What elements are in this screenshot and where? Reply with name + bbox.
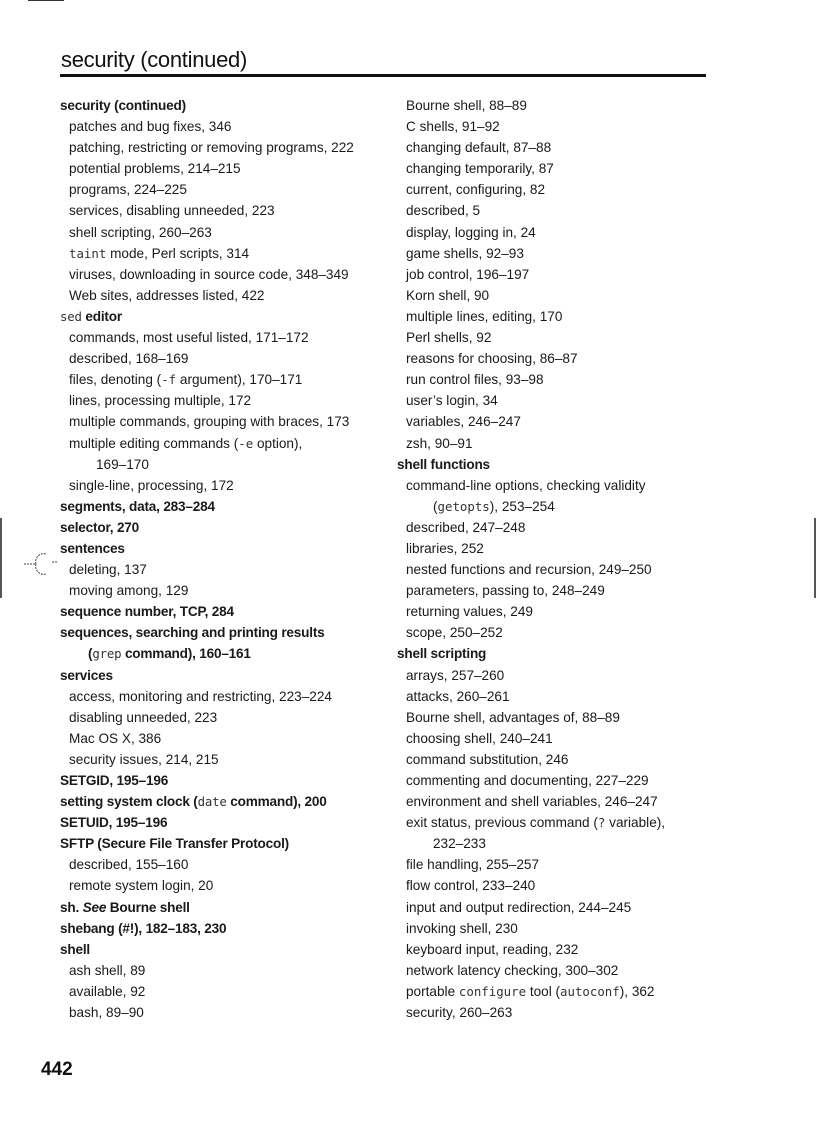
- index-subentry: [397, 622, 717, 643]
- entry-text: multiple editing commands (: [69, 435, 239, 451]
- index-heading: [60, 770, 380, 791]
- index-subentry: [60, 875, 380, 896]
- index-heading: [60, 791, 380, 812]
- page-number: 442: [41, 1059, 73, 1080]
- index-subentry: [60, 179, 380, 200]
- entry-text: patching, restricting or removing programs, 222: [69, 140, 354, 156]
- entry-text: network latency checking, 300–302: [406, 962, 619, 978]
- entry-text: moving among, 129: [69, 583, 189, 599]
- index-subentry: [397, 960, 717, 981]
- entry-text: shell functions: [397, 456, 490, 472]
- entry-text: viruses, downloading in source code, 348–349: [69, 266, 349, 282]
- index-heading: [60, 601, 380, 622]
- entry-code: -e: [238, 435, 254, 451]
- running-header: [60, 47, 706, 77]
- index-subentry: [397, 601, 717, 622]
- entry-text: run control files, 93–98: [406, 372, 544, 388]
- index-subentry: [397, 897, 717, 918]
- entry-text: editor: [81, 308, 122, 324]
- crop-mark-top: [28, 0, 64, 1]
- entry-text: display, logging in, 24: [406, 224, 536, 240]
- entry-text: parameters, passing to, 248–249: [406, 583, 605, 599]
- entry-text: described, 155–160: [69, 857, 189, 873]
- index-heading: [60, 918, 380, 939]
- index-heading: [60, 306, 380, 327]
- entry-text: deleting, 137: [69, 562, 147, 578]
- index-subentry: [397, 116, 717, 137]
- index-subentry: [397, 264, 717, 285]
- index-heading: [60, 643, 380, 664]
- index-subentry: [397, 665, 717, 686]
- index-subentry: [60, 981, 380, 1002]
- entry-text: nested functions and recursion, 249–250: [406, 562, 652, 578]
- index-subentry: [60, 158, 380, 179]
- entry-text: choosing shell, 240–241: [406, 730, 553, 746]
- entry-text: shell scripting, 260–263: [69, 224, 212, 240]
- entry-code: getopts: [437, 498, 490, 514]
- entry-text: Bourne shell, advantages of, 88–89: [406, 709, 620, 725]
- entry-text: security issues, 214, 215: [69, 751, 219, 767]
- index-subentry: [397, 306, 717, 327]
- index-subentry: [60, 137, 380, 158]
- index-subentry: [397, 686, 717, 707]
- index-subentry: [397, 137, 717, 158]
- index-subentry: [60, 433, 380, 454]
- entry-text: ash shell, 89: [69, 962, 146, 978]
- entry-code: autoconf: [560, 983, 620, 999]
- header-title: security (continued): [61, 47, 247, 72]
- entry-text: ), 362: [619, 983, 655, 999]
- entry-text: job control, 196–197: [406, 266, 530, 282]
- index-subentry: [397, 200, 717, 221]
- entry-text: programs, 224–225: [69, 182, 187, 198]
- index-subentry: [397, 285, 717, 306]
- entry-text: disabling unneeded, 223: [69, 709, 218, 725]
- index-subentry: [60, 454, 380, 475]
- entry-text: shebang (#!), 182–183, 230: [60, 920, 227, 936]
- entry-text: portable: [406, 983, 459, 999]
- index-heading: [60, 939, 380, 960]
- entry-text: zsh, 90–91: [406, 435, 473, 451]
- entry-text: SFTP (Secure File Transfer Protocol): [60, 836, 289, 852]
- entry-text: keyboard input, reading, 232: [406, 941, 579, 957]
- entry-text: files, denoting (: [69, 372, 162, 388]
- entry-text: services, disabling unneeded, 223: [69, 203, 275, 219]
- index-subentry: [397, 791, 717, 812]
- entry-text: game shells, 92–93: [406, 245, 524, 261]
- index-heading: [60, 622, 380, 643]
- index-subentry: [60, 749, 380, 770]
- index-subentry: [397, 517, 717, 538]
- entry-text: arrays, 257–260: [406, 667, 505, 683]
- index-heading: [60, 897, 380, 918]
- index-subentry: [397, 179, 717, 200]
- index-column-left: [60, 95, 380, 1023]
- index-subentry: [397, 875, 717, 896]
- index-subentry: [60, 222, 380, 243]
- index-heading: [397, 454, 717, 475]
- entry-text: file handling, 255–257: [406, 857, 540, 873]
- entry-text: flow control, 233–240: [406, 878, 536, 894]
- entry-text: sequence number, TCP, 284: [60, 604, 234, 620]
- index-subentry: [397, 939, 717, 960]
- index-subentry: [397, 559, 717, 580]
- entry-text: commands, most useful listed, 171–172: [69, 330, 309, 346]
- entry-text: sh.: [60, 899, 83, 915]
- entry-text: scope, 250–252: [406, 625, 503, 641]
- entry-text: ), 253–254: [489, 498, 555, 514]
- entry-text: 169–170: [96, 456, 149, 472]
- entry-text: access, monitoring and restricting, 223–224: [69, 688, 332, 704]
- index-subentry: [60, 348, 380, 369]
- entry-text: sequences, searching and printing results: [60, 625, 325, 641]
- entry-text: potential problems, 214–215: [69, 161, 241, 177]
- entry-code: -f: [161, 372, 177, 388]
- index-subentry: [397, 411, 717, 432]
- index-subentry: [60, 411, 380, 432]
- index-subentry: [60, 707, 380, 728]
- entry-text: Perl shells, 92: [406, 330, 492, 346]
- entry-text: multiple lines, editing, 170: [406, 308, 563, 324]
- entry-text: command), 200: [226, 794, 327, 810]
- entry-code: sed: [60, 308, 82, 324]
- index-subentry: [60, 854, 380, 875]
- entry-text: SETGID, 195–196: [60, 773, 169, 788]
- index-subentry: [60, 116, 380, 137]
- index-subentry: [397, 812, 717, 833]
- index-subentry: [397, 95, 717, 116]
- entry-text: C shells, 91–92: [406, 119, 500, 135]
- entry-text: services: [60, 667, 113, 683]
- index-subentry: [60, 243, 380, 264]
- index-subentry: [397, 981, 717, 1002]
- entry-text: shell: [60, 941, 90, 957]
- index-subentry: [397, 222, 717, 243]
- entry-code: configure: [458, 983, 527, 999]
- index-subentry: [397, 496, 717, 517]
- index-subentry: [397, 854, 717, 875]
- index-subentry: [397, 327, 717, 348]
- entry-text: variables, 246–247: [406, 414, 521, 430]
- entry-text: changing temporarily, 87: [406, 161, 554, 177]
- entry-text: bash, 89–90: [69, 1005, 144, 1021]
- entry-text: changing default, 87–88: [406, 140, 552, 156]
- entry-text: SETUID, 195–196: [60, 815, 168, 831]
- entry-text: reasons for choosing, 86–87: [406, 351, 578, 367]
- index-column-right: [397, 95, 717, 1023]
- index-subentry: [60, 285, 380, 306]
- entry-text: option),: [253, 435, 303, 451]
- entry-text: command substitution, 246: [406, 751, 569, 767]
- index-subentry: [397, 158, 717, 179]
- entry-text: described, 247–248: [406, 519, 526, 535]
- index-subentry: [397, 707, 717, 728]
- index-subentry: [397, 390, 717, 411]
- entry-text: mode, Perl scripts, 314: [106, 245, 250, 261]
- index-heading: [397, 643, 717, 664]
- index-heading: [60, 812, 380, 833]
- entry-code: taint: [69, 245, 107, 261]
- index-subentry: [60, 728, 380, 749]
- index-subentry: [60, 369, 380, 390]
- index-heading: [60, 833, 380, 854]
- index-heading: [60, 538, 380, 559]
- entry-text: attacks, 260–261: [406, 688, 510, 704]
- entry-text: Korn shell, 90: [406, 287, 490, 303]
- entry-text: returning values, 249: [406, 604, 533, 620]
- index-subentry: [397, 348, 717, 369]
- index-subentry: [60, 1002, 380, 1023]
- index-subentry: [60, 580, 380, 601]
- index-subentry: [397, 918, 717, 939]
- index-subentry: [60, 327, 380, 348]
- index-subentry: [397, 749, 717, 770]
- see-reference: See: [82, 899, 107, 915]
- index-heading: [60, 95, 380, 116]
- registration-mark-icon: [22, 548, 62, 578]
- entry-text: (: [88, 646, 93, 662]
- entry-text: input and output redirection, 244–245: [406, 899, 632, 915]
- entry-text: environment and shell variables, 246–247: [406, 794, 658, 810]
- entry-text: Web sites, addresses listed, 422: [69, 287, 265, 303]
- entry-text: shell scripting: [397, 646, 487, 662]
- index-subentry: [60, 475, 380, 496]
- entry-text: invoking shell, 230: [406, 920, 518, 936]
- entry-text: sentences: [60, 540, 125, 556]
- entry-text: single-line, processing, 172: [69, 477, 234, 493]
- entry-text: exit status, previous command (: [406, 815, 598, 831]
- entry-text: variable),: [605, 815, 666, 831]
- entry-text: Bourne shell: [106, 899, 190, 915]
- entry-text: current, configuring, 82: [406, 182, 546, 198]
- entry-text: lines, processing multiple, 172: [69, 393, 252, 409]
- index-subentry: [60, 264, 380, 285]
- entry-text: segments, data, 283–284: [60, 498, 215, 514]
- index-subentry: [60, 559, 380, 580]
- entry-text: selector, 270: [60, 519, 140, 535]
- entry-text: remote system login, 20: [69, 878, 214, 894]
- entry-text: Mac OS X, 386: [69, 730, 162, 746]
- index-heading: [60, 665, 380, 686]
- entry-text: command), 160–161: [121, 646, 251, 662]
- entry-text: Bourne shell, 88–89: [406, 98, 527, 113]
- index-subentry: [397, 1002, 717, 1023]
- index-subentry: [397, 770, 717, 791]
- index-heading: [60, 517, 380, 538]
- entry-text: described, 168–169: [69, 351, 189, 367]
- entry-text: security (continued): [60, 98, 186, 113]
- index-subentry: [397, 833, 717, 854]
- entry-text: security, 260–263: [406, 1005, 513, 1021]
- index-subentry: [60, 960, 380, 981]
- entry-text: tool (: [526, 983, 561, 999]
- entry-text: patches and bug fixes, 346: [69, 119, 232, 135]
- entry-text: argument), 170–171: [176, 372, 303, 388]
- entry-text: available, 92: [69, 983, 146, 999]
- entry-text: libraries, 252: [406, 540, 484, 556]
- index-subentry: [397, 433, 717, 454]
- index-subentry: [397, 475, 717, 496]
- entry-text: described, 5: [406, 203, 481, 219]
- margin-mark-left: [0, 518, 2, 598]
- entry-text: 232–233: [433, 836, 486, 852]
- entry-text: command-line options, checking validity: [406, 477, 646, 493]
- entry-text: user’s login, 34: [406, 393, 498, 409]
- index-subentry: [397, 369, 717, 390]
- entry-code: grep: [92, 646, 122, 662]
- entry-code: ?: [597, 815, 606, 831]
- index-subentry: [60, 200, 380, 221]
- entry-text: setting system clock (: [60, 794, 198, 810]
- index-subentry: [397, 728, 717, 749]
- index-subentry: [397, 243, 717, 264]
- entry-text: commenting and documenting, 227–229: [406, 773, 649, 788]
- index-subentry: [60, 390, 380, 411]
- entry-code: date: [197, 794, 227, 810]
- index-heading: [60, 496, 380, 517]
- entry-text: multiple commands, grouping with braces, 173: [69, 414, 350, 430]
- index-subentry: [60, 686, 380, 707]
- index-subentry: [397, 580, 717, 601]
- index-subentry: [397, 538, 717, 559]
- entry-text: (: [433, 498, 438, 514]
